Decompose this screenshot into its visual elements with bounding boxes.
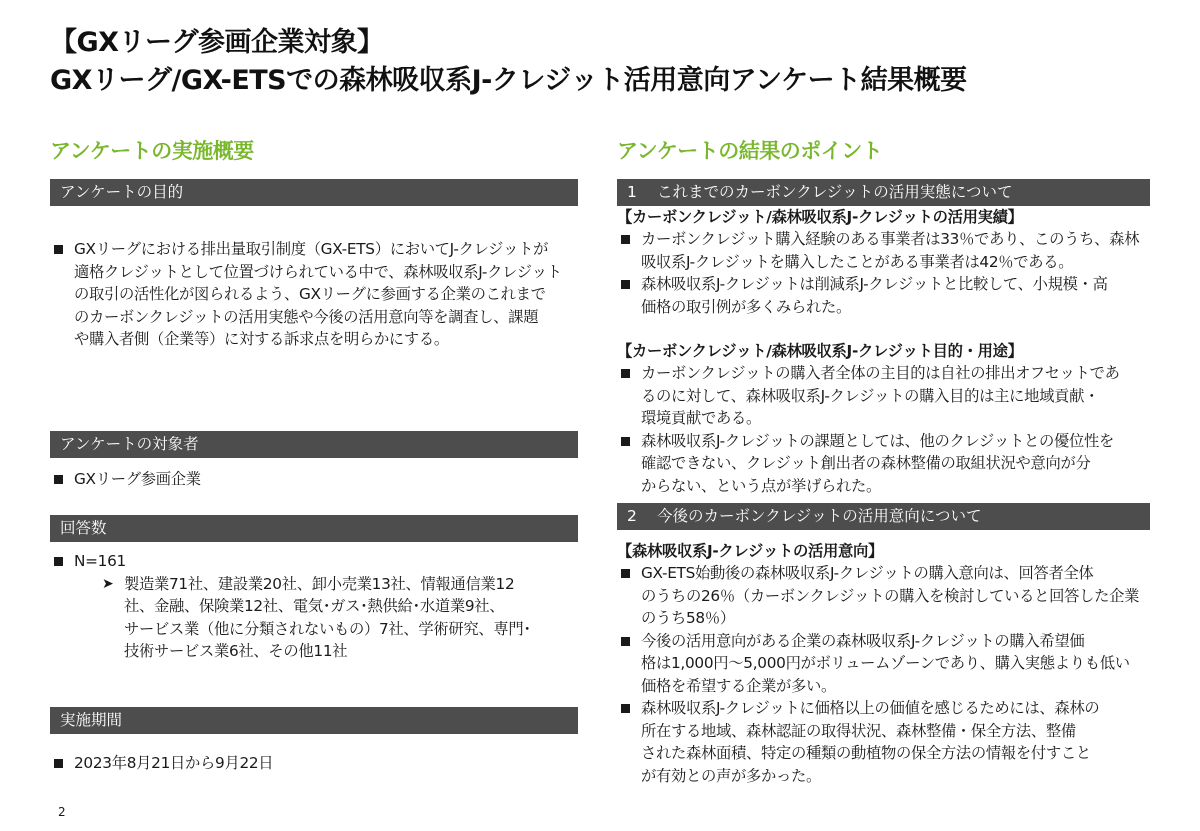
title-line-2: GXリーグ/GX-ETSでの森林吸収系J-クレジット活用意向アンケート結果概要 [50,65,967,96]
period-bullet: 2023年8月21日から9月22日 [50,752,578,775]
section-1-label: これまでのカーボンクレジットの活用実態について [657,183,1013,201]
sec1-sub2-bullet-2: 森林吸収系J-クレジットの課題としては、他のクレジットとの優位性を 確認できない、クレジット創出者の森林整備の取組状況や意向が分 からない、という点が挙げられた。 [617,430,1150,498]
arrow-bullet-icon: ➤ [102,575,114,592]
responses-breakdown: ➤ 製造業71社、建設業20社、卸小売業13社、情報通信業12 社、金融、保険業12社、電気･ガス･熱供給･水道業9社、 サービス業（他に分類されないもの）7社、学術研究、専門･ 技術サービス業6社、その他11社 [102,574,531,660]
sec1-sub2-bullet-1: カーボンクレジットの購入者全体の主目的は自社の排出オフセットであ るのに対して、森林吸収系J-クレジットの購入目的は主に地域貢献・ 環境貢献である。 [617,362,1150,430]
purpose-list [50,238,578,351]
responses-bar: 回答数 [50,515,578,542]
target-bullet: GXリーグ参画企業 [50,468,578,491]
sec2-sub1-bullet-3: 森林吸収系J-クレジットに価格以上の価値を感じるためには、森林の 所在する地域、森林認証の取得状況、森林整備・保全方法、整備 された森林面積、特定の種類の動植物の保全方法の情報を付すこと が有効との声が多かった。 [617,697,1150,787]
sec2-sub1-bullet-1: GX-ETS始動後の森林吸収系J-クレジットの購入意向は、回答者全体 のうちの26％（カーボンクレジットの購入を検討していると回答した企業 のうち58％） [617,562,1150,630]
survey-overview-heading: アンケートの実施概要 [50,139,254,163]
section-2-number: 2 [627,507,637,525]
survey-results-column [617,128,1150,787]
sec1-sub1-bullet-1: カーボンクレジット購入経験のある事業者は33％であり、このうち、森林 吸収系J-クレジットを購入したことがある事業者は42％である。 [617,228,1150,273]
survey-overview-column [50,128,578,774]
page-title [50,24,967,100]
section-2-bar [617,503,1150,530]
page-number: 2 [58,805,66,819]
section-1-number: 1 [627,183,637,201]
sec2-sub1-title: 【森林吸収系J-クレジットの活用意向】 [617,542,884,560]
purpose-bullet: GXリーグにおける排出量取引制度（GX-ETS）においてJ-クレジットが 適格クレジットとして位置づけられている中で、森林吸収系J-クレジット の取引の活性化が図られるよう、GXリーグに参画する企業のこれまで のカーボンクレジットの活用実態や今後の活用意向等を調査し、課題 や購入者側（企業等）に対する訴求点を明らかにする。 [50,238,578,351]
target-bar: アンケートの対象者 [50,431,578,458]
sec1-sub1-title: 【カーボンクレジット/森林吸収系J-クレジットの活用実績】 [617,208,1023,226]
purpose-bar: アンケートの目的 [50,179,578,206]
responses-n-bullet: N=161 [50,550,578,573]
title-line-1: 【GXリーグ参画企業対象】 [50,27,384,58]
period-bar: 実施期間 [50,707,578,734]
sec1-sub2-title: 【カーボンクレジット/森林吸収系J-クレジット目的・用途】 [617,342,1023,360]
section-2-label: 今後のカーボンクレジットの活用意向について [657,507,982,525]
survey-results-heading: アンケートの結果のポイント [617,139,883,163]
sec1-sub1-bullet-2: 森林吸収系J-クレジットは削減系J-クレジットと比較して、小規模・高 価格の取引例が多くみられた。 [617,273,1150,318]
section-1-bar [617,179,1150,206]
sec2-sub1-bullet-2: 今後の活用意向がある企業の森林吸収系J-クレジットの購入希望価 格は1,000円～5,000円がボリュームゾーンであり、購入実態よりも低い 価格を希望する企業が多い。 [617,630,1150,698]
